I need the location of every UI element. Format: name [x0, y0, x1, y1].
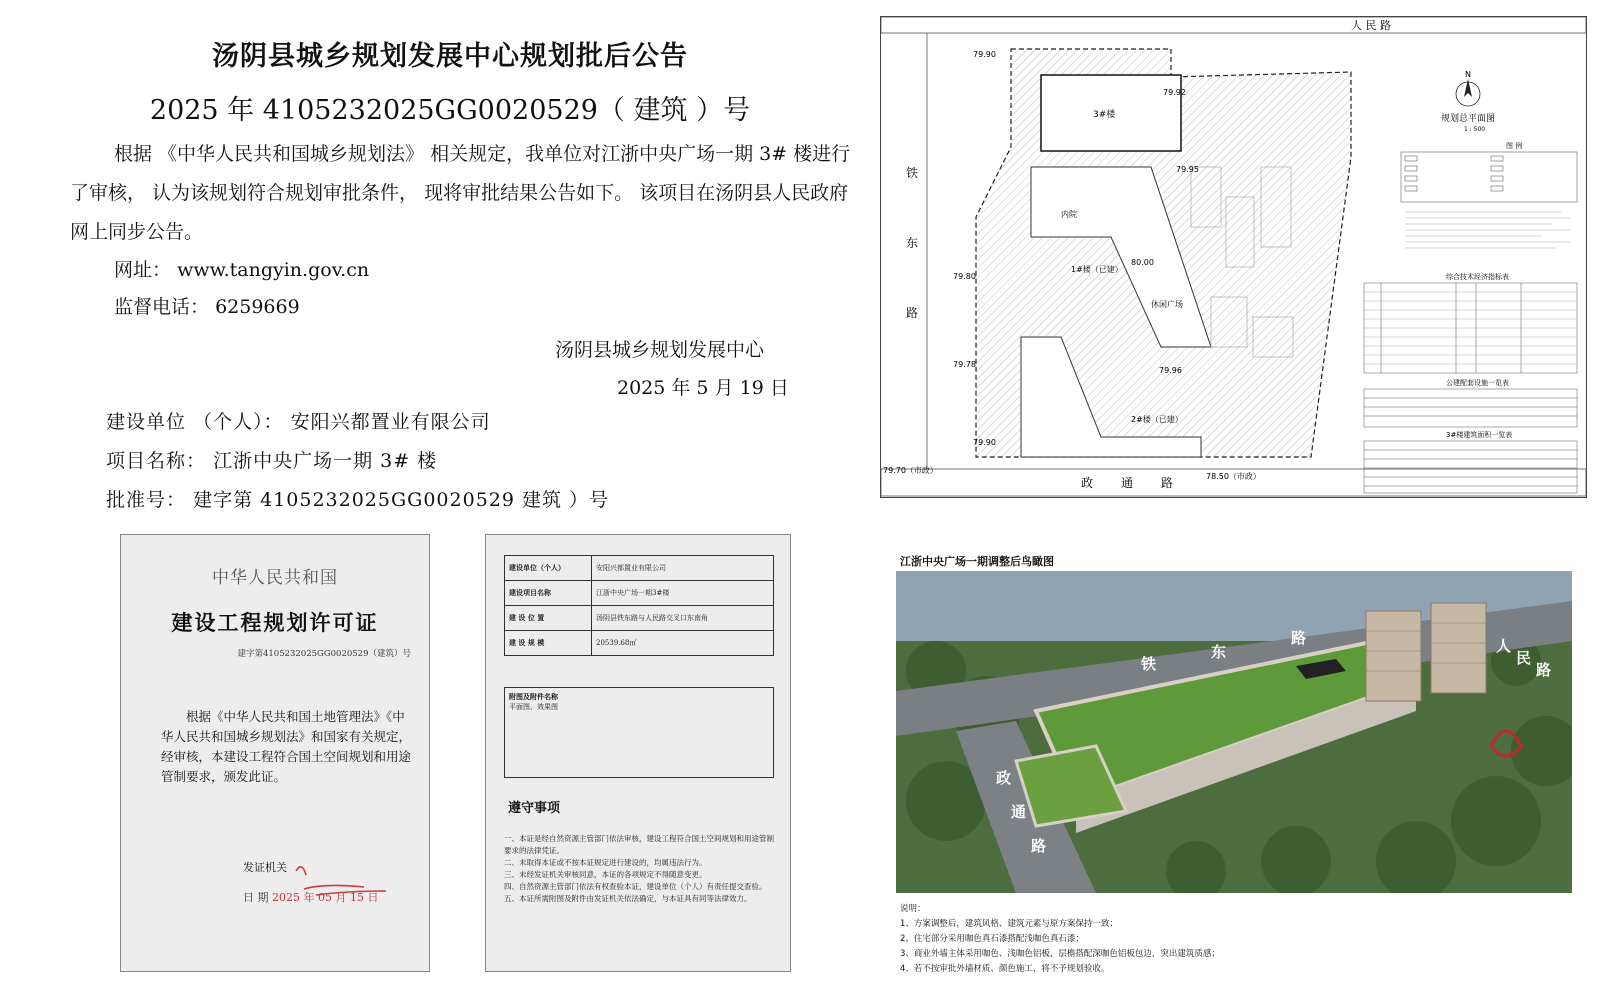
- road-left-2: 东: [906, 236, 919, 250]
- legend-notes: [1405, 212, 1571, 248]
- elev-6: 79.78: [953, 360, 976, 369]
- table2-title: 公建配套设施一览表: [1446, 379, 1509, 387]
- building-2-label: 2#楼（已建）: [1131, 415, 1183, 424]
- project-label: 项目名称：: [106, 450, 207, 472]
- attach-label: 附图及附件名称: [509, 692, 558, 701]
- permit-date-label: 日 期: [243, 891, 269, 904]
- table1-title: 综合技术经济指标表: [1446, 273, 1509, 281]
- road-top-label: 人 民 路: [1351, 19, 1391, 32]
- project-value: 江浙中央广场一期 3# 楼: [213, 450, 438, 472]
- elev-1: 79.90: [973, 50, 996, 59]
- site-plan: [880, 16, 1587, 498]
- legend-box: [1401, 152, 1577, 202]
- announcement-number: 2025 年 4105232025GG0020529（ 建筑 ）号: [149, 95, 751, 126]
- table-row: [505, 606, 774, 631]
- road-bottom-1: 政: [1081, 476, 1094, 490]
- row-key: 建 设 位 置: [505, 606, 592, 631]
- website-link[interactable]: www.tangyin.gov.cn: [177, 259, 370, 281]
- red-stamp-icon: [276, 849, 406, 909]
- unit-label: 建设单位 （个人）：: [106, 411, 284, 433]
- rule-4: 四、自然资源主管部门依法有权查验本证，建设单位（个人）有责任提交查验。: [504, 882, 767, 891]
- road-renmin-band: [881, 17, 1586, 33]
- announcement-title: 汤阴县城乡规划发展中心规划批后公告: [212, 41, 688, 72]
- permit-country: 中华人民共和国: [212, 568, 338, 588]
- aerial-tiedong-1: 铁: [1141, 655, 1157, 673]
- plaza-label: 休闲广场: [1151, 300, 1183, 309]
- aerial-zhengtong-2: 通: [1011, 803, 1027, 821]
- permit-body-text: 根据《中华人民共和国土地管理法》《中华人民共和国城乡规划法》和国家有关规定，经审核，本建设工程符合国土空间规划和用途管制要求，颁发此证。: [161, 709, 412, 784]
- building-3-label: 3#楼: [1093, 110, 1116, 120]
- row-value: 20539.68㎡: [592, 631, 774, 656]
- aerial-tiedong-2: 东: [1211, 643, 1227, 661]
- elev-2: 79.92: [1163, 88, 1186, 97]
- approval-label: 批准号：: [106, 489, 187, 511]
- road-bottom-2: 通: [1121, 476, 1134, 490]
- inner-yard-label: 内院: [1061, 210, 1077, 219]
- aerial-title: 江浙中央广场一期调整后鸟瞰图: [900, 555, 1054, 568]
- road-left-3: 路: [906, 306, 919, 320]
- elev-bl: 79.70（市政）: [883, 466, 938, 475]
- road-bottom-3: 路: [1161, 476, 1174, 490]
- rule-1: 一、本证是经自然资源主管部门依法审核，建设工程符合国土空间规划和用途管制要求的法律凭证。: [504, 834, 774, 855]
- row-value: 江浙中央广场一期3#楼: [592, 581, 774, 606]
- aerial-notes: [900, 902, 1220, 977]
- row-key: 建设项目名称: [505, 581, 592, 606]
- attachment-box: [504, 687, 774, 778]
- aerial-renmin-2: 民: [1516, 649, 1532, 667]
- phone-line: [114, 292, 300, 319]
- announcement-body: [70, 135, 860, 252]
- attach-value: 平面图、效果图: [509, 703, 558, 711]
- website-line: [114, 255, 369, 282]
- rule-2: 二、未取得本证或不按本证规定进行建设的，均属违法行为。: [504, 858, 707, 867]
- table-row: [505, 581, 774, 606]
- note-4: 4、若不按审批外墙材质、颜色施工，将不予规划验收。: [900, 964, 1110, 974]
- project-line: [106, 446, 437, 473]
- phone-number: 6259669: [215, 296, 300, 318]
- legend-title: 图 例: [1506, 142, 1523, 150]
- road-left-1: 铁: [906, 166, 919, 180]
- aerial-zhengtong-3: 路: [1031, 837, 1047, 855]
- table-row: [505, 631, 774, 656]
- north-label: N: [1465, 70, 1471, 79]
- permit-cover: [120, 534, 430, 972]
- site-plan-drawing: [881, 17, 1586, 497]
- row-key: 建设单位（个人）: [505, 556, 592, 581]
- aerial-rendering: [896, 571, 1572, 893]
- aerial-zhengtong-1: 政: [996, 769, 1012, 787]
- permit-table: [504, 555, 774, 656]
- table-row: [505, 556, 774, 581]
- approval-line: [106, 485, 609, 512]
- rule-5: 五、本证所需附图及附件由发证机关依法确定，与本证具有同等法律效力。: [504, 894, 752, 903]
- note-1: 1、方案调整后，建筑风格、建筑元素与原方案保持一致；: [900, 919, 1118, 929]
- plan-title: 规划总平面图: [1441, 114, 1496, 124]
- plan-scale: 1 : 500: [1464, 126, 1486, 133]
- facility-table: [1364, 389, 1577, 427]
- tower-1: [1366, 611, 1421, 701]
- elev-br: 78.50（市政）: [1206, 472, 1261, 481]
- permit-issuer: 发证机关: [243, 861, 287, 874]
- row-key: 建 设 规 模: [505, 631, 592, 656]
- permit-date: 2025 年 05 月 15 日: [272, 891, 379, 904]
- announcement-body-text: 根据 《中华人民共和国城乡规划法》 相关规定，我单位对江浙中央广场一期 3# 楼进行了审核， 认为该规划符合规划审批条件， 现将审批结果公告如下。 该项目在汤阴县人民政府网上同步公告。: [70, 143, 851, 243]
- note-2: 2、住宅部分采用咖色真石漆搭配浅咖色真石漆；: [900, 934, 1084, 944]
- elev-5: 79.80: [953, 272, 976, 281]
- unit-value: 安阳兴都置业有限公司: [290, 411, 491, 433]
- tower-2: [1431, 603, 1486, 693]
- permit-title: 建设工程规划许可证: [171, 610, 379, 635]
- announcement-org: 汤阴县城乡规划发展中心: [555, 339, 765, 361]
- permit-number: 建字第4105232025GG0020529（建筑）号: [237, 649, 411, 659]
- row-value: 安阳兴都置业有限公司: [592, 556, 774, 581]
- permit-details: [485, 534, 791, 972]
- aerial-tiedong-3: 路: [1291, 629, 1307, 647]
- unit-line: [106, 407, 491, 434]
- aerial-renmin-3: 路: [1536, 661, 1552, 679]
- phone-label: 监督电话：: [114, 296, 210, 318]
- building-1-label: 1#楼（已建）: [1071, 265, 1123, 274]
- notes-title: 说明：: [900, 904, 926, 914]
- website-label: 网址：: [114, 259, 172, 281]
- approval-value: 建字第 4105232025GG0020529 建筑 ）号: [193, 489, 610, 511]
- elev-3: 79.95: [1176, 165, 1199, 174]
- table3-title: 3#楼建筑面积一览表: [1446, 431, 1513, 439]
- aerial-image: [896, 571, 1572, 893]
- note-3: 3、商业外墙主体采用咖色、浅咖色铝板，层檐搭配深咖色铝板包边，突出建筑质感；: [900, 949, 1220, 959]
- elev-4: 80.00: [1131, 258, 1154, 267]
- rule-3: 三、未经发证机关审核同意，本证的各项规定不得随意变更。: [504, 870, 707, 879]
- announcement-date: 2025 年 5 月 19 日: [617, 377, 789, 399]
- rules-title: 遵守事项: [508, 801, 561, 816]
- elev-7: 79.96: [1159, 366, 1182, 375]
- tech-table-rows: [1364, 292, 1577, 364]
- elev-8: 79.90: [973, 438, 996, 447]
- aerial-renmin-1: 人: [1496, 637, 1512, 655]
- row-value: 汤阴县铁东路与人民路交叉口东南角: [592, 606, 774, 631]
- rules-list: [504, 833, 779, 905]
- permit-body: [161, 707, 413, 787]
